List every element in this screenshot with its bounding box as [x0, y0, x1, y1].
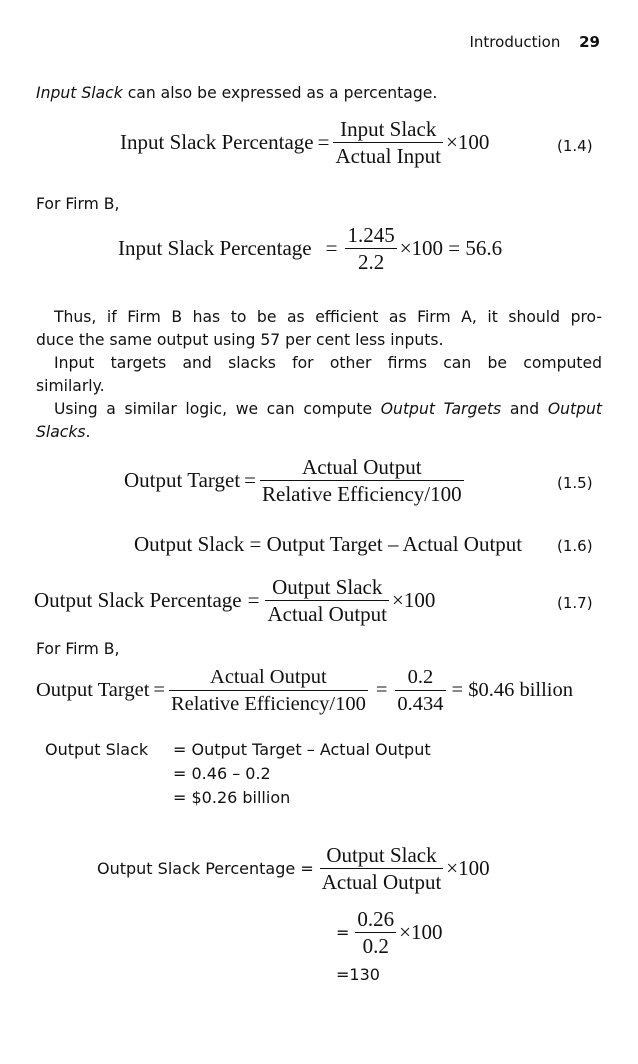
calc17-fraction-2 [355, 906, 396, 959]
equation-1-7 [34, 574, 435, 627]
para2-line2: similarly. [36, 377, 105, 395]
calc17-denominator: Actual Output [321, 870, 442, 894]
eq17-equals: = [247, 588, 260, 612]
page-number: 29 [579, 33, 600, 51]
calc17-numerator-2: 0.26 [357, 907, 395, 931]
paragraph-1 [36, 306, 602, 444]
eq14-equals: = [317, 130, 330, 154]
eq17-denominator: Actual Output [267, 602, 388, 626]
eq14-tail: ×100 [446, 130, 490, 154]
calc14-denominator: 2.2 [357, 250, 385, 274]
calc-1-5 [36, 664, 573, 717]
calc14-equals: = [325, 236, 338, 260]
para2-line1: Input targets and slacks for other firms can be computed [54, 354, 602, 372]
calc17-tail-2: ×100 [399, 920, 443, 944]
para1-line2: duce the same output using 57 per cent less inputs. [36, 331, 444, 349]
eq15-equals: = [244, 468, 256, 492]
para3-line1 [36, 398, 602, 421]
para3-end: . [85, 423, 91, 441]
calc15-fraction-1 [169, 664, 368, 717]
calc16-line2: = 0.46 – 0.2 [173, 764, 271, 783]
calc16-line3: = $0.26 billion [173, 788, 291, 807]
eq16-number: (1.6) [557, 537, 593, 555]
calc-1-7-step2 [336, 906, 443, 959]
calc14-fraction [345, 222, 396, 275]
calc15-denominator-2: 0.434 [397, 693, 444, 715]
term-input-slack: Input Slack [36, 84, 123, 102]
calc17-numerator: Output Slack [320, 842, 444, 869]
eq15-denominator: Relative Efficiency/100 [262, 482, 462, 506]
eq15-fraction [260, 454, 464, 507]
para3-lead: Using a similar logic, we can compute [54, 400, 381, 418]
eq14-numerator: Input Slack [333, 116, 443, 143]
calc14-tail: ×100 = 56.6 [399, 236, 503, 260]
calc16-label: Output Slack [45, 740, 149, 759]
eq17-tail: ×100 [392, 588, 436, 612]
calc17-fraction [320, 842, 444, 895]
eq15-number: (1.5) [557, 474, 593, 492]
eq14-number: (1.4) [557, 137, 593, 155]
eq17-numerator: Output Slack [265, 574, 389, 601]
equation-1-4 [120, 116, 489, 169]
eq15-numerator: Actual Output [260, 454, 464, 481]
calc17-tail: ×100 [446, 856, 490, 880]
term-output-targets: Output Targets [380, 400, 502, 418]
eq17-fraction [265, 574, 389, 627]
calc15-numerator-1: Actual Output [169, 664, 368, 691]
calc17-label: Output Slack Percentage = [97, 859, 314, 878]
para3-line2 [36, 421, 602, 444]
calc15-lhs: Output Target [36, 679, 150, 701]
equation-1-5 [124, 454, 464, 507]
para1-line1: Thus, if Firm B has to be as efficient as Firm A, it should pro- [54, 308, 602, 326]
calc15-tail: = $0.46 billion [451, 679, 573, 701]
equation-1-6: Output Slack = Output Target – Actual Output [134, 532, 523, 556]
for-firm-b-2: For Firm B, [36, 640, 120, 658]
term-slacks: Slacks [36, 423, 86, 441]
for-firm-b-1: For Firm B, [36, 195, 120, 213]
calc17-denominator-2: 0.2 [362, 934, 389, 958]
running-header [470, 33, 601, 51]
calc15-equals-1: = [153, 679, 165, 701]
calc17-result: =130 [336, 965, 380, 984]
eq14-fraction [333, 116, 443, 169]
calc16-line1: = Output Target – Actual Output [173, 740, 431, 759]
intro-text: can also be expressed as a percentage. [122, 84, 438, 102]
calc-1-4 [118, 222, 502, 275]
calc-1-7 [97, 842, 490, 895]
term-output: Output [547, 400, 602, 418]
calc14-lhs: Input Slack Percentage [118, 236, 312, 260]
para3-mid: and [501, 400, 548, 418]
calc15-numerator-2: 0.2 [395, 664, 445, 691]
eq15-lhs: Output Target [124, 468, 241, 492]
eq17-lhs: Output Slack Percentage [34, 588, 242, 612]
calc15-equals-2: = [375, 679, 388, 701]
eq17-number: (1.7) [557, 594, 593, 612]
calc14-numerator: 1.245 [347, 223, 395, 247]
eq14-denominator: Actual Input [335, 144, 441, 168]
calc15-fraction-2 [395, 664, 445, 717]
intro-line [36, 82, 437, 105]
eq14-lhs: Input Slack Percentage [120, 130, 314, 154]
calc15-denominator-1: Relative Efficiency/100 [170, 693, 366, 715]
section-title: Introduction [469, 33, 561, 51]
calc17-equals-2: = [336, 923, 350, 942]
